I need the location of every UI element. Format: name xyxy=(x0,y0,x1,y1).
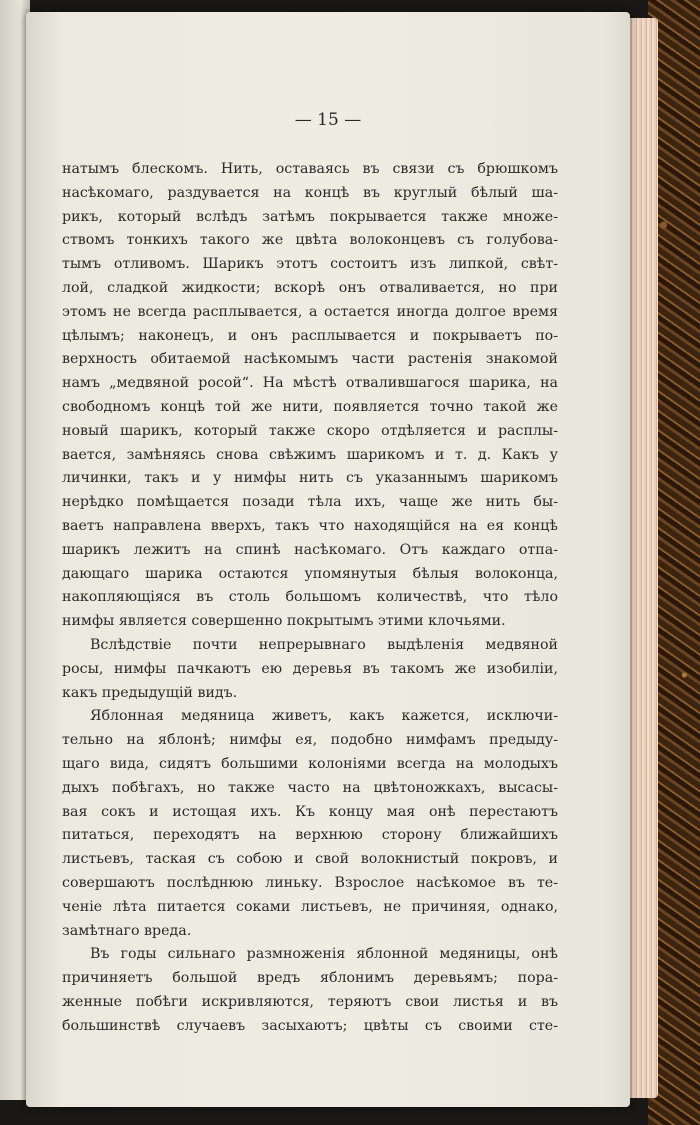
text-line: женные побѣги искривляются, теряютъ свои листья и въ xyxy=(62,993,558,1010)
text-line: питаться, переходятъ на верхнюю сторону ближайшихъ xyxy=(62,827,558,844)
text-line: вая сокъ и истощая ихъ. Къ концу мая онѣ перестаютъ xyxy=(62,803,558,820)
text-line: тымъ отливомъ. Шарикъ этотъ состоитъ изъ липкой, свѣт- xyxy=(62,256,558,273)
text-line: замѣтнаго вреда. xyxy=(62,922,192,939)
text-line: нимфы является совершенно покрытымъ этими клочьями. xyxy=(62,613,506,630)
text-line: свободномъ концѣ той же нити, появляется точно такой же xyxy=(62,398,558,415)
text-line: личинки, такъ и у нимфы нить съ указаннымъ шарикомъ xyxy=(62,470,558,487)
text-line: ствомъ тонкихъ такого же цвѣта волоконцевъ съ голубова- xyxy=(62,232,558,249)
text-line: намъ „медвяной росой“. На мѣстѣ отвалившагося шарика, на xyxy=(62,375,558,392)
text-line: вается, замѣняясь снова свѣжимъ шарикомъ и т. д. Какъ у xyxy=(62,446,558,463)
text-line: большинствѣ случаевъ засыхаютъ; цвѣты съ своими сте- xyxy=(62,1017,558,1034)
text-line: дыхъ побѣгахъ, но также часто на цвѣтоножкахъ, высасы- xyxy=(62,779,558,796)
text-line: натымъ блескомъ. Нить, оставаясь въ связи съ брюшкомъ xyxy=(62,161,558,177)
book-page xyxy=(26,12,630,1107)
text-line: причиняетъ большой вредъ яблонимъ деревьямъ; пора- xyxy=(62,970,558,987)
text-line: новый шарикъ, который также скоро отдѣляется и расплы- xyxy=(62,422,558,439)
text-line: ченіе лѣта питается соками листьевъ, не причиняя, однако, xyxy=(62,898,558,915)
text-line: нерѣдко помѣщается позади тѣла ихъ, чаще же нить бы- xyxy=(62,494,558,511)
page-number: — 15 — xyxy=(294,110,362,130)
text-line: насѣкомаго, раздувается на концѣ въ круглый бѣлый ша- xyxy=(62,184,558,201)
text-line: рикъ, который вслѣдъ затѣмъ покрывается также множе- xyxy=(62,208,558,225)
text-line: тельно на яблонѣ; нимфы ея, подобно нимфамъ предыду- xyxy=(62,732,558,749)
text-line: Яблонная медяница живетъ, какъ кажется, исключи- xyxy=(90,708,558,725)
text-line: шарикъ лежитъ на спинѣ насѣкомаго. Отъ каждаго отпа- xyxy=(62,541,558,558)
page-text xyxy=(62,158,558,1038)
text-line: какъ предыдущій видъ. xyxy=(62,684,238,701)
text-line: Въ годы сильнаго размноженія яблонной медяницы, онѣ xyxy=(90,946,558,963)
text-line: цѣлымъ; наконецъ, и онъ расплывается и покрываетъ по- xyxy=(62,327,558,344)
text-line: листьевъ, таская съ собою и свой волокнистый покровъ, и xyxy=(62,851,558,868)
text-line: накопляющіяся въ столь большомъ количествѣ, что тѣло xyxy=(62,589,558,606)
text-line: дающаго шарика остаются упомянутыя бѣлыя волоконца, xyxy=(62,565,558,582)
text-line: щаго вида, сидятъ большими колоніями всегда на молодыхъ xyxy=(62,755,558,772)
text-line: совершаютъ послѣднюю линьку. Взрослое насѣкомое въ те- xyxy=(62,874,558,891)
text-line: верхность обитаемой насѣкомымъ части растенія знакомой xyxy=(62,351,558,368)
text-line: росы, нимфы пачкаютъ ею деревья въ такомъ же изобиліи, xyxy=(62,660,558,677)
text-line: этомъ не всегда расплывается, а остается иногда долгое время xyxy=(62,303,558,320)
text-line: ваетъ направлена вверхъ, такъ что находящійся на ея концѣ xyxy=(62,517,558,534)
text-line: Вслѣдствіе почти непрерывнаго выдѣленія медвяной xyxy=(90,636,558,653)
text-line: лой, сладкой жидкости; вскорѣ онъ отваливается, но при xyxy=(62,279,558,296)
